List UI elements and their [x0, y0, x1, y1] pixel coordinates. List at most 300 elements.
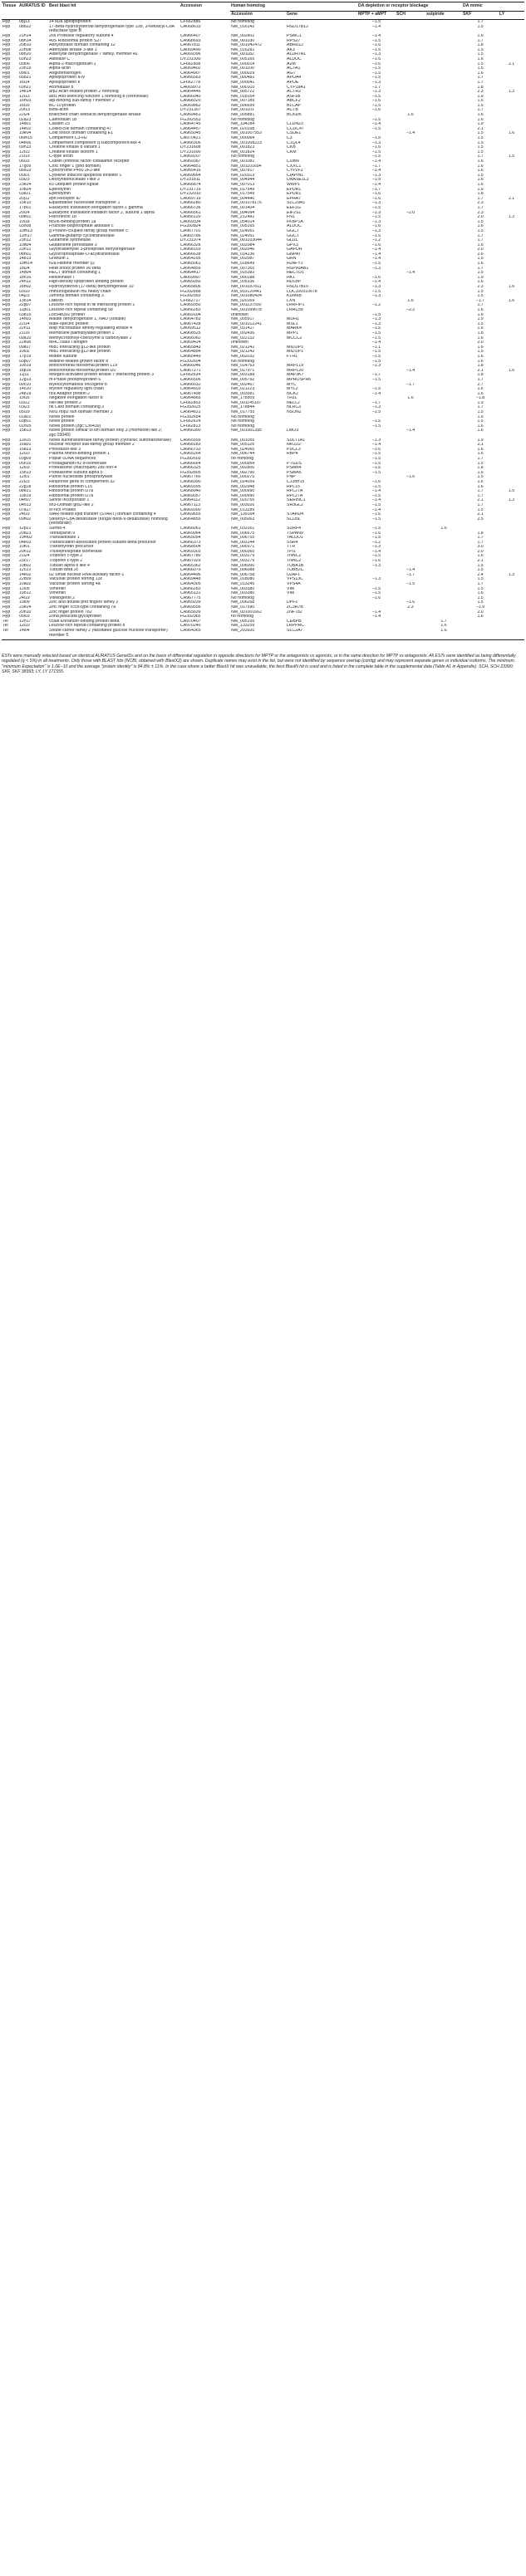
cell-mptp: −1.5	[371, 233, 381, 238]
cell-gene: SULT1A1	[287, 438, 306, 443]
cell-sch: −1.6	[406, 600, 415, 605]
cell-blast-hit: Aromatase b	[49, 85, 74, 90]
cell-homolog-accession: NM_001100	[231, 66, 254, 71]
cell-blast-hit: h2a Histone member y2	[49, 262, 96, 267]
cell-skf: 1.5	[477, 321, 484, 326]
cell-accession: CA966032	[180, 382, 201, 387]
cell-mptp: −1.5	[371, 38, 381, 43]
cell-auratus-id: 10b19	[19, 493, 32, 498]
cell-homolog-accession: NM_054014	[231, 219, 255, 224]
cell-blast-hit: sh3-Domain grb2-like 2	[49, 502, 94, 507]
cell-homolog-accession: NM_000188	[231, 275, 255, 280]
cell-accession: CA964865	[180, 396, 201, 401]
cell-tissue: Hyp	[2, 577, 11, 582]
cell-accession: CA069997	[180, 275, 201, 280]
cell-homolog-accession: unknown	[231, 312, 248, 317]
cell-homolog-accession: unknown	[231, 340, 248, 345]
cell-accession: CA967428	[180, 321, 201, 326]
cell-tissue: Hyp	[2, 368, 11, 373]
cell-blast-hit: Apolipoprotein e	[49, 80, 81, 85]
cell-ly: 2.1	[508, 61, 515, 66]
cell-tissue: Hyp	[2, 108, 11, 113]
cell-homolog-accession: NM_020169	[231, 298, 255, 303]
cell-auratus-id: 03p07	[19, 359, 32, 364]
cell-mptp: −1.5	[371, 586, 381, 591]
cell-blast-hit: arp2 Actin-related protein 2 homolog	[49, 90, 119, 95]
cell-gene: ASF1B	[287, 94, 301, 99]
cell-accession: CA970240	[180, 624, 201, 629]
cell-auratus-id: 03l23	[19, 178, 30, 183]
cell-gene: GNPAT	[287, 252, 302, 257]
cell-homolog-accession: NM_007013	[231, 182, 255, 187]
cell-mptp: −1.2	[371, 238, 381, 243]
cell-blast-hit: Midkine-related growth factor b	[49, 359, 109, 364]
cell-ly: 2.1	[508, 196, 515, 201]
cell-blast-hit: u2 Small nuclear RNA auxiliary factor-1	[49, 572, 125, 577]
cell-homolog-accession: NM_021242	[231, 345, 255, 350]
cell-skf: 1.5	[477, 563, 484, 568]
cell-auratus-id: 10o19	[19, 364, 32, 369]
cell-accession: CA964851	[180, 164, 201, 169]
cell-accession: FG392805	[180, 470, 201, 475]
cell-tissue: Hyp	[2, 266, 11, 271]
cell-blast-hit: High-density lipoprotein binding protein	[49, 280, 124, 285]
cell-mptp: −1.5	[371, 149, 381, 154]
cell-skf: −1.9	[475, 605, 485, 610]
cell-homolog-accession: No homolog	[231, 19, 254, 25]
cell-auratus-id: 22l23	[19, 479, 30, 484]
cell-mptp: −1.3	[371, 545, 381, 550]
cell-skf: 1.5	[477, 103, 484, 108]
cell-mptp: −1.5	[371, 484, 381, 489]
cell-blast-hit: Mitogen-activated protein kinase 7 interacting protein 3	[49, 373, 155, 378]
cell-homolog-accession: NM_024051	[231, 233, 255, 238]
cell-mptp: −1.6	[371, 192, 381, 197]
cell-accession: CA069402	[180, 66, 201, 71]
cell-auratus-id: 12p21	[19, 526, 32, 531]
cell-homolog-accession: NM_018649	[231, 262, 255, 267]
cell-gene: TUBA1B	[287, 563, 304, 568]
cell-auratus-id: 12l01	[19, 475, 30, 480]
cell-blast-hit: Ribosomal protein l27a	[49, 489, 94, 494]
cell-homolog-accession: no homolog	[231, 615, 254, 620]
cell-auratus-id: 19m02	[19, 536, 32, 541]
cell-accession: CA969424	[180, 340, 201, 345]
cell-homolog-accession: NM_000014	[231, 61, 255, 66]
cell-tissue: Hyp	[2, 615, 11, 620]
cell-auratus-id: 20d23	[19, 531, 32, 536]
cell-auratus-id: 22d09	[19, 577, 32, 582]
cell-gene: ZC3H7B	[287, 605, 303, 610]
cell-accession: CA964305	[180, 582, 201, 587]
cell-homolog-accession: XM_003120441	[231, 289, 262, 294]
cell-auratus-id: 24l19	[19, 512, 30, 517]
cell-blast-hit: Ribosomal protein l27a	[49, 493, 94, 498]
cell-blast-hit: Tubulin beta 2c	[49, 568, 79, 573]
cell-blast-hit: Aldolase C	[49, 56, 71, 61]
cell-skf: 1.5	[477, 289, 484, 294]
cell-tissue: Hyp	[2, 554, 11, 559]
cell-accession: CA969395	[180, 484, 201, 489]
cell-mptp: −1.3	[371, 563, 381, 568]
cell-skf: 1.6	[477, 159, 484, 164]
cell-blast-hit: Cubilin (intrinsic factor-cobalamin receptor	[49, 159, 130, 164]
cell-tissue: Hyp	[2, 568, 11, 573]
cell-blast-hit: Heat shock protein 90 beta	[49, 266, 101, 271]
cell-homolog-accession: NM_003279	[231, 559, 255, 564]
cell-homolog-accession: NM_203920	[230, 629, 286, 640]
cell-sch: −1.4	[406, 429, 415, 433]
table-body	[2, 20, 524, 640]
cell-skf: 1.6	[477, 326, 484, 331]
cell-auratus-id: 15e10	[19, 201, 32, 206]
cell-gene: BCKDK	[287, 113, 302, 118]
cell-tissue: Hyp	[2, 242, 11, 247]
cell-skf: 1.6	[477, 182, 484, 187]
cell-skf: 1.9	[477, 94, 484, 99]
cell-gene: WWP1	[287, 182, 301, 187]
cell-skf: 1.5	[477, 475, 484, 480]
cell-tissue: Hyp	[2, 103, 11, 108]
cell-tissue: Hyp	[2, 559, 11, 564]
cell-gene: CKM	[287, 149, 297, 154]
cell-tissue: Hyp	[2, 149, 11, 154]
cell-homolog-accession: NM_001001662	[231, 610, 262, 615]
cell-skf: 1.6	[477, 113, 484, 118]
cell-homolog-accession: NM_016282	[231, 47, 255, 52]
cell-auratus-id: 14e02	[19, 572, 32, 577]
cell-homolog-accession: NM_017590	[231, 605, 255, 610]
cell-accession: CA069490	[180, 47, 201, 52]
cell-mptp: −1.4	[371, 507, 381, 512]
cell-mptp: −1.5	[371, 387, 381, 392]
cell-auratus-id: 23n12	[19, 247, 32, 252]
cell-gene: RPL15	[287, 484, 300, 489]
cell-mptp: −1.5	[371, 470, 381, 475]
cell-accession: CA964907	[180, 71, 201, 76]
cell-blast-hit: Eukaryotic translation elongation factor-1 gamma	[49, 205, 143, 210]
cell-tissue: Hyp	[2, 66, 11, 71]
cell-tissue: Hyp	[2, 90, 11, 95]
cell-sch: 1.6	[407, 396, 414, 401]
cell-homolog-accession: NM_178909	[231, 396, 255, 401]
cell-tissue: Hyp	[2, 289, 11, 294]
cell-accession: CA965131	[180, 591, 201, 596]
cell-auratus-id: 08j13	[19, 19, 30, 25]
cell-mptp: −1.4	[371, 24, 381, 29]
cell-auratus-id: 05i19	[19, 410, 30, 415]
cell-skf: 1.6	[477, 117, 484, 122]
cell-auratus-id: 20n12	[19, 549, 32, 554]
cell-ly: 1.6	[508, 368, 515, 373]
cell-gene: EPDR1	[287, 192, 302, 197]
cell-mptp: −1.5	[371, 117, 381, 122]
cell-accession: CA964745	[180, 122, 201, 127]
cell-mptp: −1.6	[371, 145, 381, 150]
cell-auratus-id: 20f13	[19, 108, 30, 113]
cell-blast-hit: Response gene to complement 32	[49, 479, 116, 484]
cell-skf: 1.5	[477, 66, 484, 71]
cell-accession: CA965806	[180, 285, 201, 290]
cell-blast-hit: Fibronectin 1b	[49, 215, 76, 220]
cell-tissue: Hyp	[2, 113, 11, 118]
cell-accession: CF662803	[180, 400, 201, 405]
cell-accession: CA965843	[180, 345, 201, 350]
cell-tissue: Hyp	[2, 257, 11, 262]
cell-auratus-id: 09n13	[19, 145, 32, 150]
cell-skf: 1.6	[477, 99, 484, 104]
cell-gene: H2AFY2	[287, 262, 303, 267]
cell-tissue: Hyp	[2, 600, 11, 605]
cell-accession: CA965449	[180, 354, 201, 359]
cell-homolog-accession: NM_006744	[231, 452, 255, 457]
cell-accession: CA966046	[180, 364, 201, 369]
cell-mptp: −1.6	[371, 479, 381, 484]
cell-mptp	[357, 629, 396, 640]
cell-accession: CF662813	[180, 424, 201, 429]
cell-auratus-id: 06m15	[19, 136, 32, 141]
col-header-ly: LY	[499, 11, 524, 20]
cell-sch: −1.7	[406, 382, 415, 387]
cell-skf: 1.5	[477, 419, 484, 424]
cell-accession: DY231811	[180, 178, 201, 183]
cell-accession: FG392965	[180, 615, 201, 620]
cell-auratus-id: 08h01	[19, 252, 32, 257]
cell-accession: CA966280	[180, 201, 201, 206]
cell-gene: TNNC2	[287, 559, 302, 564]
cell-tissue: Hyp	[2, 410, 11, 415]
cell-tissue: Hyp	[2, 294, 11, 299]
cell-skf: 1.6	[477, 169, 484, 174]
cell-tissue: Hyp	[2, 595, 11, 600]
cell-auratus-id: 23e24	[19, 182, 32, 187]
cell-blast-hit: Vacuolar protein sorting 4a	[49, 582, 101, 587]
cell-homolog-accession: NM_013289	[231, 507, 255, 512]
cell-auratus-id: 22g07	[19, 303, 32, 308]
cell-gene: LRPPRC	[287, 624, 305, 629]
cell-gene: MSL1	[287, 321, 298, 326]
cell-homolog-accession: No homolog	[231, 117, 254, 122]
cell-accession: CA969367	[180, 159, 201, 164]
cell-tissue: Hyp	[2, 502, 11, 507]
cell-accession: DY231690	[180, 149, 201, 154]
cell-tissue: Hyp	[2, 238, 11, 243]
cell-auratus-id: 12i05	[19, 586, 30, 591]
cell-mptp: −1.4	[371, 489, 381, 494]
cell-skf: 1.7	[477, 108, 484, 113]
cell-skf: 1.5	[477, 149, 484, 154]
cell-auratus-id: 14d04	[19, 271, 32, 276]
cell-skf: 1.5	[477, 410, 484, 415]
cell-blast-hit: Fructose-bisphosphate aldolase c	[49, 224, 114, 229]
cell-accession: CA964295	[180, 257, 201, 262]
cell-homolog-accession: NM_005195	[231, 619, 255, 624]
cell-tissue: Hyp	[2, 563, 11, 568]
cell-accession: CA966062	[180, 335, 201, 340]
cell-gene: GRN	[287, 257, 297, 262]
cell-skf: 1.7	[477, 238, 484, 243]
cell-blast-hit: Apolipoprotein a-iv	[49, 76, 85, 81]
cell-auratus-id: 04o13	[19, 502, 32, 507]
cell-mptp: −1.4	[371, 280, 381, 285]
cell-homolog-accession: NM_001404	[231, 205, 255, 210]
cell-homolog-accession: NM_014236	[231, 252, 255, 257]
cell-tissue: Hyp	[2, 466, 11, 471]
cell-skf: 1.9	[477, 122, 484, 127]
cell-accession: CA970407	[180, 619, 201, 624]
cell-blast-hit: Hydroxysteroid (17-beta) dehydrogenase 10	[49, 285, 134, 290]
cell-accession: FG392824	[180, 224, 201, 229]
cell-gene: NR1D2	[287, 443, 302, 448]
cell-gene: MPP1	[287, 331, 299, 335]
cell-skf: 2.3	[477, 285, 484, 290]
cell-gene: VPS4A	[287, 582, 301, 587]
table-header	[2, 2, 524, 20]
cell-homolog-accession: NM_006268	[231, 600, 255, 605]
cell-tissue: Hyp	[2, 228, 11, 233]
cell-tissue: Hyp	[2, 493, 11, 498]
cell-gene: PDCL3	[287, 447, 301, 452]
cell-mptp: −1.2	[371, 303, 381, 308]
cell-homolog-accession: NM_006000	[231, 563, 255, 568]
cell-gene: TTR	[287, 545, 296, 550]
cell-accession: CA966120	[180, 215, 201, 220]
cell-accession: CA965559	[180, 438, 201, 443]
col-header-accession: Accession	[179, 2, 230, 20]
cell-gene: VIM	[287, 586, 295, 591]
cell-auratus-id: 18n16	[19, 275, 32, 280]
cell-mptp: −1.5	[371, 493, 381, 498]
cell-homolog-accession: NM_003144	[231, 540, 255, 545]
cell-mptp: −1.5	[371, 205, 381, 210]
cell-blast-hit: Coiled-coil domain containing 47	[49, 126, 111, 131]
cell-accession: CA967271	[180, 368, 201, 373]
cell-skf: 2.3	[477, 201, 484, 206]
cell-tissue: Hyp	[2, 377, 11, 382]
cell-mptp: −1.7	[371, 85, 381, 90]
cell-tissue: Hyp	[2, 475, 11, 480]
table-row	[2, 429, 524, 438]
cell-gene: AK3	[287, 47, 295, 52]
cell-gene: RBP4	[287, 452, 298, 457]
cell-homolog-accession: NM_003188	[231, 373, 255, 378]
cell-skf: 1.6	[477, 312, 484, 317]
cell-skf: 1.6	[477, 452, 484, 457]
cell-gene: DPF2	[287, 600, 298, 605]
cell-mptp: −1.3	[371, 266, 381, 271]
cell-ly: 1.3	[508, 498, 515, 503]
cell-auratus-id: 05b21	[19, 76, 32, 81]
table-row	[2, 517, 524, 526]
cell-sch: −1.4	[406, 368, 415, 373]
cell-skf: 1.6	[477, 391, 484, 396]
cell-mptp: −1.5	[371, 66, 381, 71]
cell-homolog-accession: NM_015382	[231, 271, 255, 276]
cell-skf: 1.5	[477, 271, 484, 276]
cell-accession: CA966638	[180, 252, 201, 257]
cell-auratus-id: 22n11	[19, 326, 32, 331]
cell-homolog-accession: NM_001012241	[231, 321, 262, 326]
table-footnote: ESTs were manually selected based on identical AURATUS GeneIDs and on the basis of differential regulation in opposite directions for MPTP or the antagonists vs agonists, or in the same direction for MPTP vs antagonists. All ESTs were identified as being differentially regulated (q < 5%) in all treatments. Only those with BLAST hits (NCBI, obtained with BlastX2) are shown. Duplicate names may exist in the list, but were not identified by sequence overlap (contig) and may represent separate genes or individual isoforms. The minimum "minimum Expectation" is 1.0E−10 and the average "protein identity" is 84.8% ± 11%. In the case where a better BlastX hit was unavailable, the best BlastN hit is used and is listed in the complete table in the supplemental data (Table A1 in Appendix). SCH, SCH 23390; SKF, SKF 38393; LY, LY 171555.	[2, 654, 516, 675]
cell-skf: 1.6	[477, 554, 484, 559]
cell-tissue: Hyp	[2, 145, 11, 150]
cell-skf: 1.9	[477, 275, 484, 280]
cell-auratus-id: 03k21	[19, 192, 32, 197]
cell-homolog-accession: NM_001824	[231, 149, 255, 154]
cell-blast-hit: Loc548392 protein	[49, 312, 85, 317]
cell-sulpiride	[425, 517, 462, 526]
cell-ly: 1.5	[508, 489, 515, 494]
cell-mptp: −1.5	[371, 335, 381, 340]
cell-auratus-id: 14c20	[19, 387, 32, 392]
cell-skf: 2.1	[477, 443, 484, 448]
cell-tissue: Hyp	[2, 373, 11, 378]
cell-mptp: −1.5	[371, 359, 381, 364]
cell-blast-hit: 14 kDa apolipoprotein	[49, 19, 91, 25]
cell-accession: CA970421	[180, 136, 201, 141]
cell-mptp: −1.5	[371, 354, 381, 359]
cell-gene: HK1	[287, 275, 296, 280]
cell-tissue: Hyp	[2, 317, 11, 322]
cell-accession: CA966736	[180, 205, 201, 210]
cell-sch: −1.5	[406, 582, 415, 587]
cell-mptp: −1.5	[371, 178, 381, 183]
cell-skf: 1.7	[477, 19, 484, 25]
cell-homolog-accession: NM_002087	[231, 257, 255, 262]
cell-homolog-accession: NM_194284	[231, 122, 255, 127]
cell-homolog-accession: NM_000482	[231, 76, 255, 81]
cell-blast-hit: sr-rich Protein	[49, 507, 76, 512]
cell-mptp: −1.5	[371, 591, 381, 596]
cell-homolog-accession: NM_005792	[231, 377, 255, 382]
cell-skf: 1.8	[477, 192, 484, 197]
cell-blast-hit: Leucine-rich repeat-containing protein 8	[49, 624, 125, 629]
cell-auratus-id: 15e23	[19, 447, 32, 452]
cell-tissue: Hyp	[2, 71, 11, 76]
cell-tissue: Hyp	[2, 382, 11, 387]
cell-tissue: Hyp	[2, 470, 11, 475]
cell-gene: GGCT	[287, 233, 299, 238]
cell-gene: TNNC2	[287, 554, 302, 559]
cell-tissue: Hyp	[2, 461, 11, 466]
cell-homolog-accession: NM_020198	[231, 126, 255, 131]
cell-auratus-id: 12l10	[19, 624, 30, 629]
col-header-best-blast-hit: Best blast hit	[48, 2, 179, 20]
cell-gene: SCD5L	[287, 517, 301, 522]
cell-skf: 1.5	[477, 136, 484, 141]
cell-skf: 1.8	[477, 43, 484, 48]
cell-blast-hit: Cxxc finger 1 (phd domain)	[49, 164, 101, 169]
cell-mptp: −1.4	[371, 443, 381, 448]
cell-auratus-id: 21l24	[19, 554, 30, 559]
cell-homolog-accession: NM_014059	[231, 479, 255, 484]
cell-ly	[499, 629, 524, 640]
cell-accession: CA967775	[180, 595, 201, 600]
cell-skf: 2.1	[477, 126, 484, 131]
cell-blast-hit: Nuclear receptor sub-family group member 2	[49, 443, 135, 448]
cell-sch: −1.7	[406, 572, 415, 577]
cell-tissue: Hyp	[2, 233, 11, 238]
cell-accession: CA965061	[180, 262, 201, 267]
cell-auratus-id: 04n07	[19, 498, 32, 503]
cell-gene: TUBB2C	[287, 568, 304, 573]
cell-homolog-accession: NM_001001395	[231, 429, 262, 433]
cell-blast-hit: Granulin 1	[49, 257, 69, 262]
cell-homolog-accession: NM_005336	[231, 280, 255, 285]
cell-tissue: Hyp	[2, 303, 11, 308]
cell-mptp: −1.4	[371, 610, 381, 615]
cell-accession: CA069334	[180, 219, 201, 224]
